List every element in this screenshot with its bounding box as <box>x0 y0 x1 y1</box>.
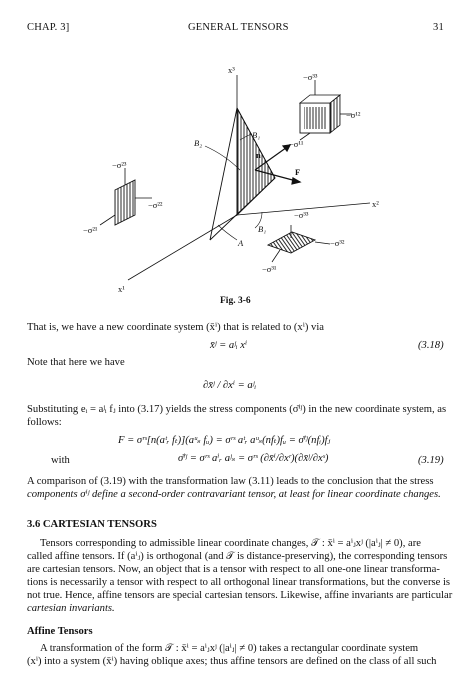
section-line-2: called affine tensors. If (aⁱⱼ) is orthogonal (and 𝒯 is distance-preserving), the corresponding tensors <box>27 551 448 562</box>
B1-top-label: B₁ <box>252 130 261 140</box>
n-label: n <box>256 150 261 160</box>
x3-label: x³ <box>228 65 235 75</box>
chapter-label: CHAP. 3] <box>27 22 70 33</box>
sigma32-label: −σ³² <box>330 238 345 248</box>
section-line-1: Tensors corresponding to admissible linear coordinate changes, 𝒯 : x̄ⁱ = aⁱⱼxʲ (|aⁱⱼ| ≠ 0), are <box>40 538 421 549</box>
sigma23-label: −σ²³ <box>112 160 127 170</box>
section-heading-cartesian-tensors: 3.6 CARTESIAN TENSORS <box>27 519 157 530</box>
stress-element-left <box>100 168 152 225</box>
equation-partial: ∂x̄ʲ / ∂xⁱ = aʲᵢ <box>203 380 257 391</box>
stress-tetrahedron-figure <box>0 55 474 300</box>
sigma33-top-label: −σ³³ <box>303 72 318 82</box>
sigma22-label: −σ²² <box>148 200 163 210</box>
sigma11-label: −σ¹¹ <box>289 139 304 149</box>
equation-number-3-19: (3.19) <box>418 455 444 466</box>
paragraph-note: Note that here we have <box>27 357 125 368</box>
section-line-6: cartesian invariants. <box>27 603 115 614</box>
x1-label: x¹ <box>118 284 125 294</box>
affine-line-2: (xⁱ) into a system (x̄ⁱ) having oblique axes; thus affine tensors are defined on the class of all such <box>27 656 437 667</box>
B1-bottom-label: B₁ <box>258 224 267 234</box>
sigma33-right-label: −σ³³ <box>294 210 309 220</box>
paragraph-substituting-line2: follows: <box>27 417 62 428</box>
sigma12-label: −σ¹² <box>346 110 361 120</box>
sigma31-label: −σ³¹ <box>262 264 277 274</box>
B2-label: B₂ <box>194 138 203 148</box>
paragraph-new-system: That is, we have a new coordinate system (x̄ⁱ) that is related to (xⁱ) via <box>27 322 324 333</box>
section-line-5: not true. Hence, affine tensors are special cartesian tensors. Likewise, affine invariants are particular <box>27 590 453 601</box>
equation-3-19: σ̄ⁱʲ = σʳˢ aⁱᵣ aʲₛ = σʳˢ (∂x̄ⁱ/∂xʳ)(∂x̄ʲ/∂xˢ) <box>178 453 329 464</box>
paragraph-comparison-line1: A comparison of (3.19) with the transformation law (3.11) leads to the conclusion that the stress <box>27 476 434 487</box>
paragraph-substituting-line1: Substituting eᵢ = aʲᵢ fⱼ into (3.17) yields the stress components (σ̄ⁱʲ) in the new coordinate system, as <box>27 404 447 415</box>
F-label: F <box>295 167 301 177</box>
figure-caption: Fig. 3-6 <box>220 296 251 306</box>
sigma21-label: −σ²¹ <box>83 225 98 235</box>
equation-force: F = σʳˢ[n(aᵗᵣ fₜ)](aᵘₛ fᵤ) = σʳˢ aᵗᵣ aᵘₛ(nfₜ)fᵤ = σ̄ⁱʲ(nfᵢ)fⱼ <box>118 435 331 446</box>
stress-element-top-right <box>300 80 352 140</box>
stress-element-bottom-right <box>268 225 330 262</box>
equation-number-3-18: (3.18) <box>418 340 444 351</box>
running-title: GENERAL TENSORS <box>188 22 289 33</box>
x1-axis <box>128 215 237 280</box>
paragraph-comparison-line2: components σⁱʲ define a second-order contravariant tensor, at least for linear coordinate changes. <box>27 489 441 500</box>
x2-label: x² <box>372 199 379 209</box>
A-label: A <box>238 238 244 248</box>
affine-line-1: A transformation of the form 𝒯 : x̄ⁱ = aⁱⱼxʲ (|aⁱⱼ| ≠ 0) takes a rectangular coordinate system <box>40 643 419 654</box>
page-number: 31 <box>433 22 444 33</box>
section-line-3: are cartesian tensors. Now, an object that is a tensor with respect to all one-one linear transforma- <box>27 564 440 575</box>
section-line-4: tions is necessarily a tensor with respect to all orthogonal linear transformations, but the converse is <box>27 577 451 588</box>
equation-3-18: x̄ʲ = aʲᵢ xⁱ <box>210 340 248 351</box>
tetrahedron <box>210 108 275 240</box>
with-label: with <box>51 455 70 466</box>
subheading-affine-tensors: Affine Tensors <box>27 626 93 637</box>
